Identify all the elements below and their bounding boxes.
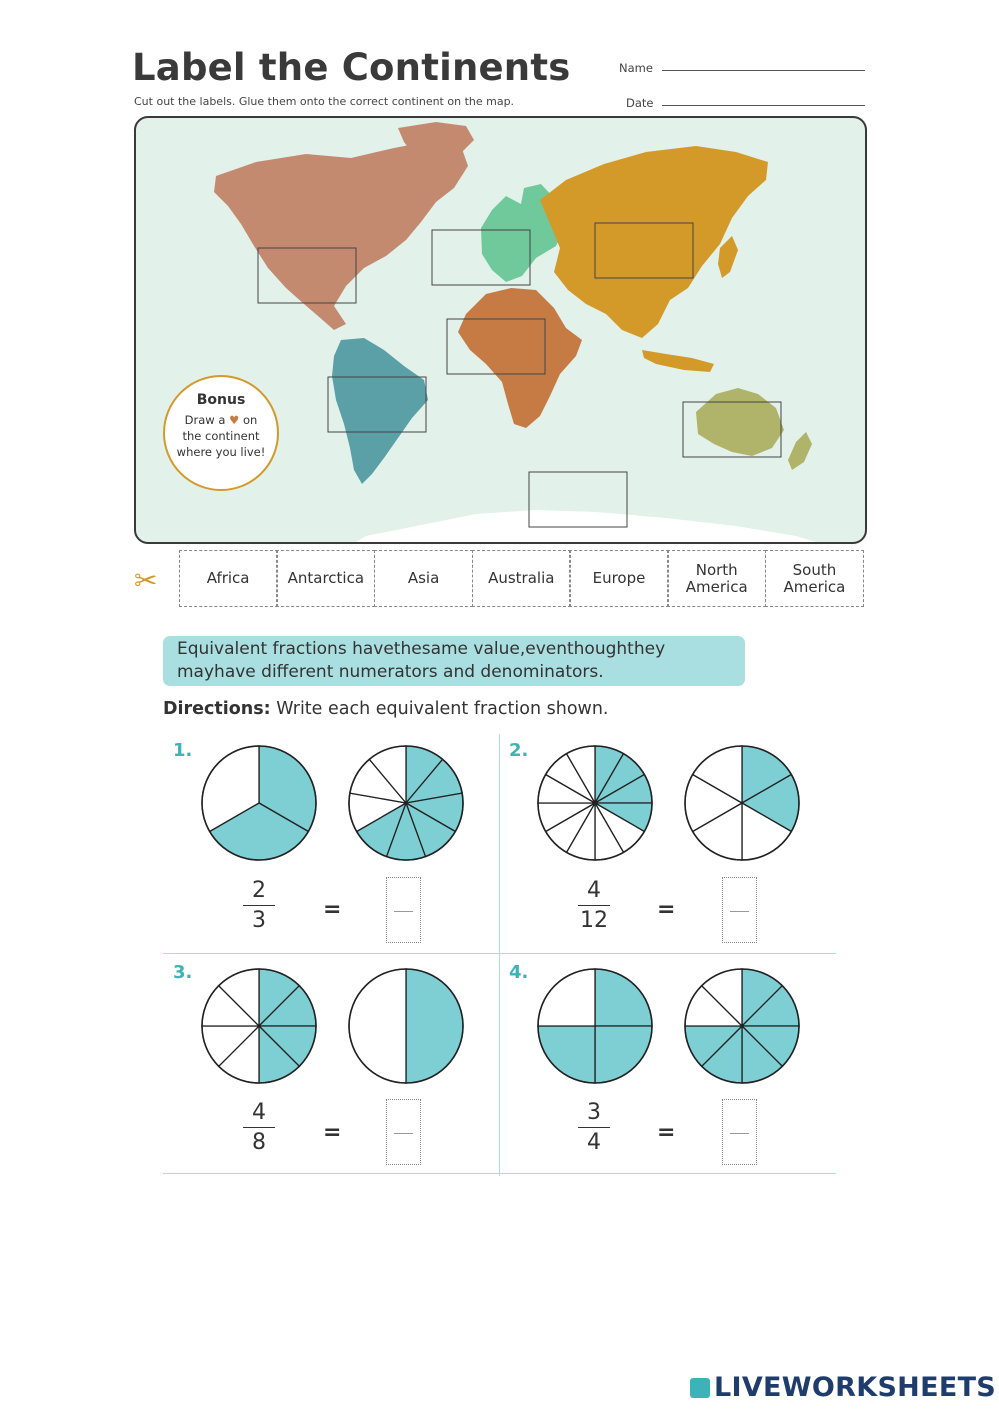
answer-box-2[interactable] — [722, 877, 757, 943]
fraction-4 — [574, 1100, 614, 1155]
pie-2-left — [536, 744, 654, 862]
pie-3-right — [347, 967, 465, 1085]
denominator: 8 — [252, 1130, 266, 1155]
africa-shape — [458, 288, 582, 428]
brand-logo: LIVEWORKSHEETS — [690, 1372, 996, 1403]
label-south-america[interactable]: South America — [765, 550, 864, 607]
instructions: Cut out the labels. Glue them onto the correct continent on the map. — [134, 95, 515, 108]
problem-number-3: 3. — [173, 962, 193, 983]
pie-4-left — [536, 967, 654, 1085]
pie-3-left — [200, 967, 318, 1085]
heart-icon: ♥ — [229, 413, 240, 427]
antarctica-shape — [356, 510, 816, 542]
australia-shape — [696, 388, 784, 456]
liveworksheets-logo-icon — [690, 1378, 710, 1398]
south-america-shape — [332, 338, 428, 484]
label-australia[interactable]: Australia — [472, 550, 571, 607]
world-map — [134, 116, 867, 544]
label-antarctica[interactable]: Antarctica — [276, 550, 375, 607]
map-drawing — [136, 118, 865, 542]
fraction-1 — [239, 878, 279, 933]
answer-box-3[interactable] — [386, 1099, 421, 1165]
name-line[interactable] — [662, 70, 865, 71]
answer-box-4[interactable] — [722, 1099, 757, 1165]
equals-sign: = — [657, 1120, 676, 1145]
denominator: 3 — [252, 908, 266, 933]
pie-2-right — [683, 744, 801, 862]
grid-divider-middle — [163, 953, 836, 954]
numerator: 2 — [252, 878, 266, 903]
equals-sign: = — [323, 1120, 342, 1145]
bonus-title: Bonus — [196, 392, 246, 408]
pie-1-left — [200, 744, 318, 862]
label-north-america[interactable]: North America — [667, 550, 766, 607]
pie-slice — [349, 969, 406, 1083]
directions: Directions: Write each equivalent fraction shown. — [163, 699, 609, 719]
label-asia[interactable]: Asia — [374, 550, 473, 607]
equals-sign: = — [657, 897, 676, 922]
numerator: 4 — [252, 1100, 266, 1125]
label-africa[interactable]: Africa — [179, 550, 278, 607]
grid-divider-bottom — [163, 1173, 836, 1174]
label-europe[interactable]: Europe — [569, 550, 668, 607]
fraction-3 — [239, 1100, 279, 1155]
pie-4-right — [683, 967, 801, 1085]
cutout-labels — [180, 550, 864, 607]
name-label: Name — [619, 61, 653, 75]
bonus-line2: the continent — [182, 429, 260, 443]
scissors-icon: ✂ — [134, 564, 158, 597]
problem-number-1: 1. — [173, 740, 193, 761]
denominator: 12 — [580, 908, 608, 933]
fraction-2 — [574, 878, 614, 933]
numerator: 3 — [587, 1100, 601, 1125]
page-title: Label the Continents — [132, 46, 571, 89]
bonus-line3: where you live! — [176, 445, 266, 459]
bonus-line1-prefix: Draw a — [184, 413, 226, 427]
pie-1-right — [347, 744, 465, 862]
info-box: Equivalent fractions havethesame value,eventhoughthey mayhave different numerators and denominators. — [163, 636, 745, 686]
indonesia-shape — [642, 350, 714, 372]
date-line[interactable] — [662, 105, 865, 106]
japan-shape — [718, 236, 738, 278]
denominator: 4 — [587, 1130, 601, 1155]
problem-number-2: 2. — [509, 740, 529, 761]
problem-number-4: 4. — [509, 962, 529, 983]
numerator: 4 — [587, 878, 601, 903]
bonus-line1-suffix: on — [243, 413, 258, 427]
new-zealand-shape — [788, 432, 812, 470]
bonus-text — [164, 392, 278, 460]
equals-sign: = — [323, 897, 342, 922]
pie-slice-shaded — [406, 969, 463, 1083]
date-label: Date — [626, 96, 654, 110]
grid-divider-vertical — [499, 734, 500, 1176]
north-america-shape — [214, 140, 468, 330]
answer-box-1[interactable] — [386, 877, 421, 943]
